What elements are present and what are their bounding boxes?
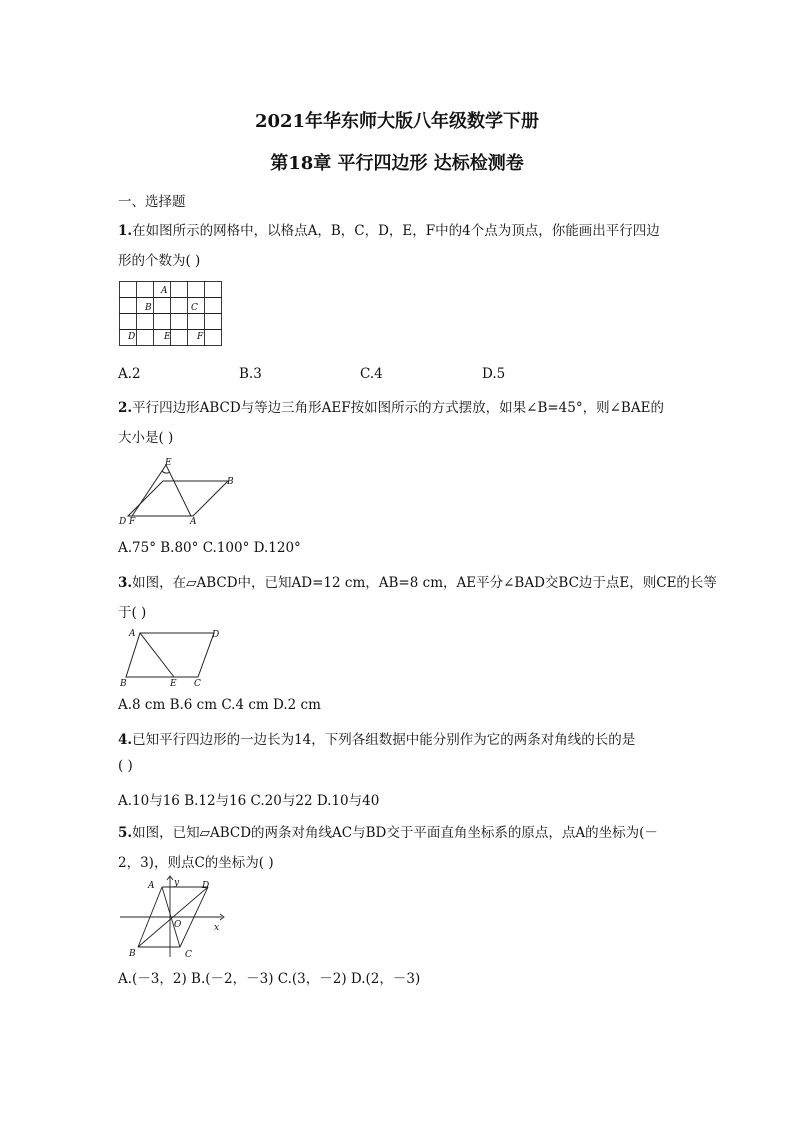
q2-label-e: E: [165, 458, 172, 468]
question-number: 5.: [118, 825, 133, 841]
question-3-figure: [118, 625, 228, 691]
question-number: 1.: [118, 223, 133, 239]
q1-option-b: B.3: [239, 366, 262, 382]
q3-label-a: A: [129, 629, 136, 639]
question-number: 3.: [118, 575, 133, 591]
q2-label-d: D: [119, 517, 127, 527]
question-text: 在如图所示的网格中，以格点A，B，C，D，E，F中的4个点为顶点，你能画出平行四边: [132, 223, 660, 239]
q2-label-b: B: [227, 477, 234, 487]
question-1-line-2: 形的个数为( ): [118, 253, 201, 269]
q5-label-x: x: [214, 923, 220, 933]
page-subtitle: 第18章 平行四边形 达标检测卷: [270, 153, 524, 174]
section-heading: 一、选择题: [118, 194, 186, 210]
question-text: 已知平行四边形的一边长为14，下列各组数据中能分别作为它的两条对角线的长的是: [132, 732, 636, 748]
q5-label-b: B: [129, 949, 136, 959]
q5-label-a: A: [148, 881, 155, 891]
question-number: 4.: [118, 732, 133, 748]
q4-options: A.10与16 B.12与16 C.20与22 D.10与40: [118, 793, 380, 809]
q2-options: A.75° B.80° C.100° D.120°: [118, 540, 301, 556]
grid-label-d: D: [128, 332, 136, 342]
q5-label-d: D: [202, 881, 210, 891]
q3-label-c: C: [194, 679, 201, 689]
q2-label-a: A: [190, 517, 197, 527]
question-1-figure-grid: [119, 281, 223, 347]
question-5-line-1: [118, 821, 658, 841]
question-3-line-1: [118, 571, 717, 591]
question-4-line-1: [118, 728, 635, 748]
q5-label-c: C: [185, 950, 192, 960]
q2-label-f: F: [129, 517, 136, 527]
question-1-line-1: [118, 219, 660, 239]
q3-label-e: E: [170, 679, 177, 689]
question-text: 平行四边形ABCD与等边三角形AEF按如图所示的方式摆放，如果∠B=45°，则∠BAE的: [132, 400, 664, 416]
q5-label-y: y: [174, 878, 180, 888]
grid-label-b: B: [145, 303, 152, 313]
question-4-line-2: ( ): [118, 758, 133, 774]
grid-label-c: C: [191, 303, 198, 313]
question-2-line-1: [118, 396, 664, 416]
question-text: 如图，已知▱ABCD的两条对角线AC与BD交于平面直角坐标系的原点，点A的坐标为(－: [132, 825, 658, 841]
q1-option-a: A.2: [118, 366, 141, 382]
question-text: 如图，在▱ABCD中，已知AD=12 cm，AB=8 cm，AE平分∠BAD交BC边于点E，则CE的长等: [132, 575, 717, 591]
question-2-line-2: 大小是( ): [118, 430, 174, 446]
question-5-figure: [118, 875, 230, 960]
q1-option-c: C.4: [360, 366, 383, 382]
q5-options: A.(－3，2) B.(－2，－3) C.(3，－2) D.(2，－3): [118, 971, 421, 987]
question-number: 2.: [118, 400, 133, 416]
question-5-line-2: 2，3)，则点C的坐标为( ): [118, 855, 274, 871]
grid-label-e: E: [164, 332, 171, 342]
question-2-figure: [118, 456, 238, 528]
page-title: 2021年华东师大版八年级数学下册: [254, 111, 540, 132]
q3-label-d: D: [212, 630, 220, 640]
q3-label-b: B: [120, 679, 127, 689]
question-3-line-2: 于( ): [118, 605, 147, 621]
q3-options: A.8 cm B.6 cm C.4 cm D.2 cm: [118, 697, 321, 713]
grid-label-f: F: [197, 332, 204, 342]
q5-label-o: O: [174, 920, 182, 930]
grid-label-a: A: [161, 286, 168, 296]
q1-option-d: D.5: [482, 366, 506, 382]
